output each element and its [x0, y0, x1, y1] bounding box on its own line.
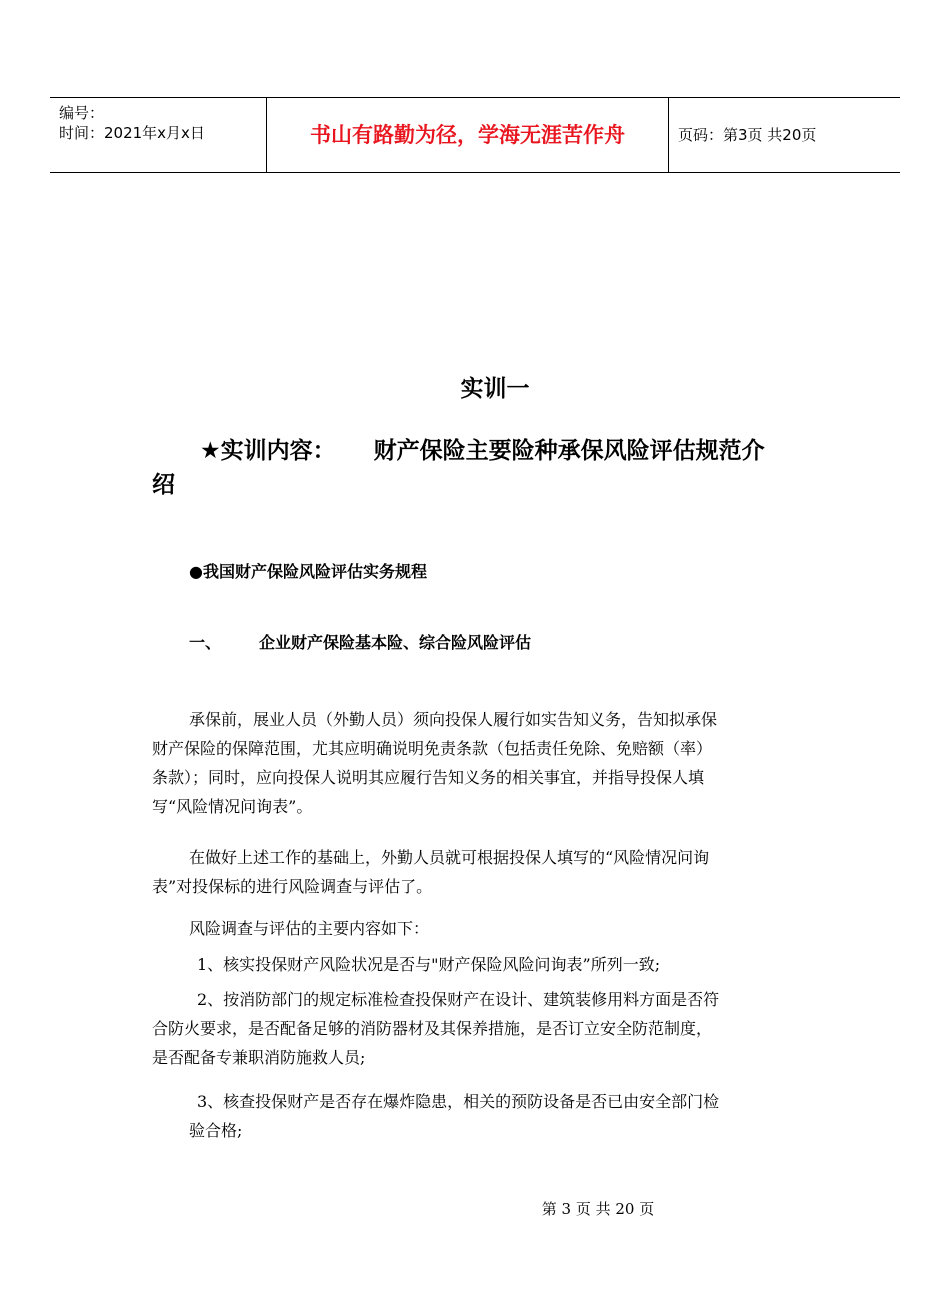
paragraph-basis [152, 843, 798, 901]
header-time: 时间：2021年x月x日 [59, 124, 205, 142]
document-title: 实训一 [460, 375, 530, 402]
paragraph-line: 写“风险情况问询表”。 [152, 797, 313, 816]
paragraph-line: 承保前，展业人员（外勤人员）须向投保人履行如实告知义务，告知拟承保 [189, 710, 718, 729]
paragraph-line: 验合格; [189, 1121, 243, 1140]
paragraph-line: 是否配备专兼职消防施救人员; [152, 1048, 366, 1067]
list-item-3 [189, 1087, 843, 1145]
header-motto: 书山有路勤为径，学海无涯苦作舟 [310, 123, 625, 147]
header-number: 编号： [59, 104, 105, 122]
section-number: 一、 [189, 633, 222, 652]
page-footer: 第 3 页 共 20 页 [541, 1200, 655, 1218]
section-heading [189, 632, 531, 654]
paragraph-content-intro [189, 914, 835, 943]
section-title: 企业财产保险基本险、综合险风险评估 [259, 633, 532, 652]
list-item-1 [197, 950, 843, 979]
paragraph-line: 风险调查与评估的主要内容如下： [189, 919, 430, 938]
subtitle-text: 财产保险主要险种承保风险评估规范介 [373, 438, 765, 464]
subtitle-continuation: 绍 [152, 472, 175, 498]
header-motto-cell [267, 98, 669, 172]
paragraph-line: 在做好上述工作的基础上，外勤人员就可根据投保人填写的“风险情况问询 [189, 848, 710, 867]
header-page-cell [669, 98, 900, 172]
paragraph-line: 条款）；同时，应向投保人说明其应履行告知义务的相关事宜，并指导投保人填 [152, 768, 705, 787]
page-header [50, 97, 900, 173]
paragraph-line: 1、核实投保财产风险状况是否与"财产保险风险问询表”所列一致; [197, 955, 661, 974]
header-page-info: 页码：第3页 共20页 [678, 126, 817, 144]
paragraph-line: 2、按消防部门的规定标准检查投保财产在设计、建筑装修用料方面是否符 [197, 990, 720, 1009]
list-item-2 [152, 985, 798, 1072]
paragraph-line: 财产保险的保障范围，尤其应明确说明免责条款（包括责任免除、免赔额（率） [152, 739, 713, 758]
document-subtitle [152, 434, 792, 502]
paragraph-intro [152, 705, 798, 821]
header-meta-cell [50, 98, 267, 172]
paragraph-line: 合防火要求，是否配备足够的消防器材及其保养措施，是否订立安全防范制度， [152, 1019, 713, 1038]
bullet-heading: ●我国财产保险风险评估实务规程 [189, 562, 427, 581]
subtitle-prefix: ★实训内容： [200, 438, 336, 464]
paragraph-line: 3、核查投保财产是否存在爆炸隐患，相关的预防设备是否已由安全部门检 [197, 1092, 720, 1111]
paragraph-line: 表”对投保标的进行风险调查与评估了。 [152, 877, 433, 896]
